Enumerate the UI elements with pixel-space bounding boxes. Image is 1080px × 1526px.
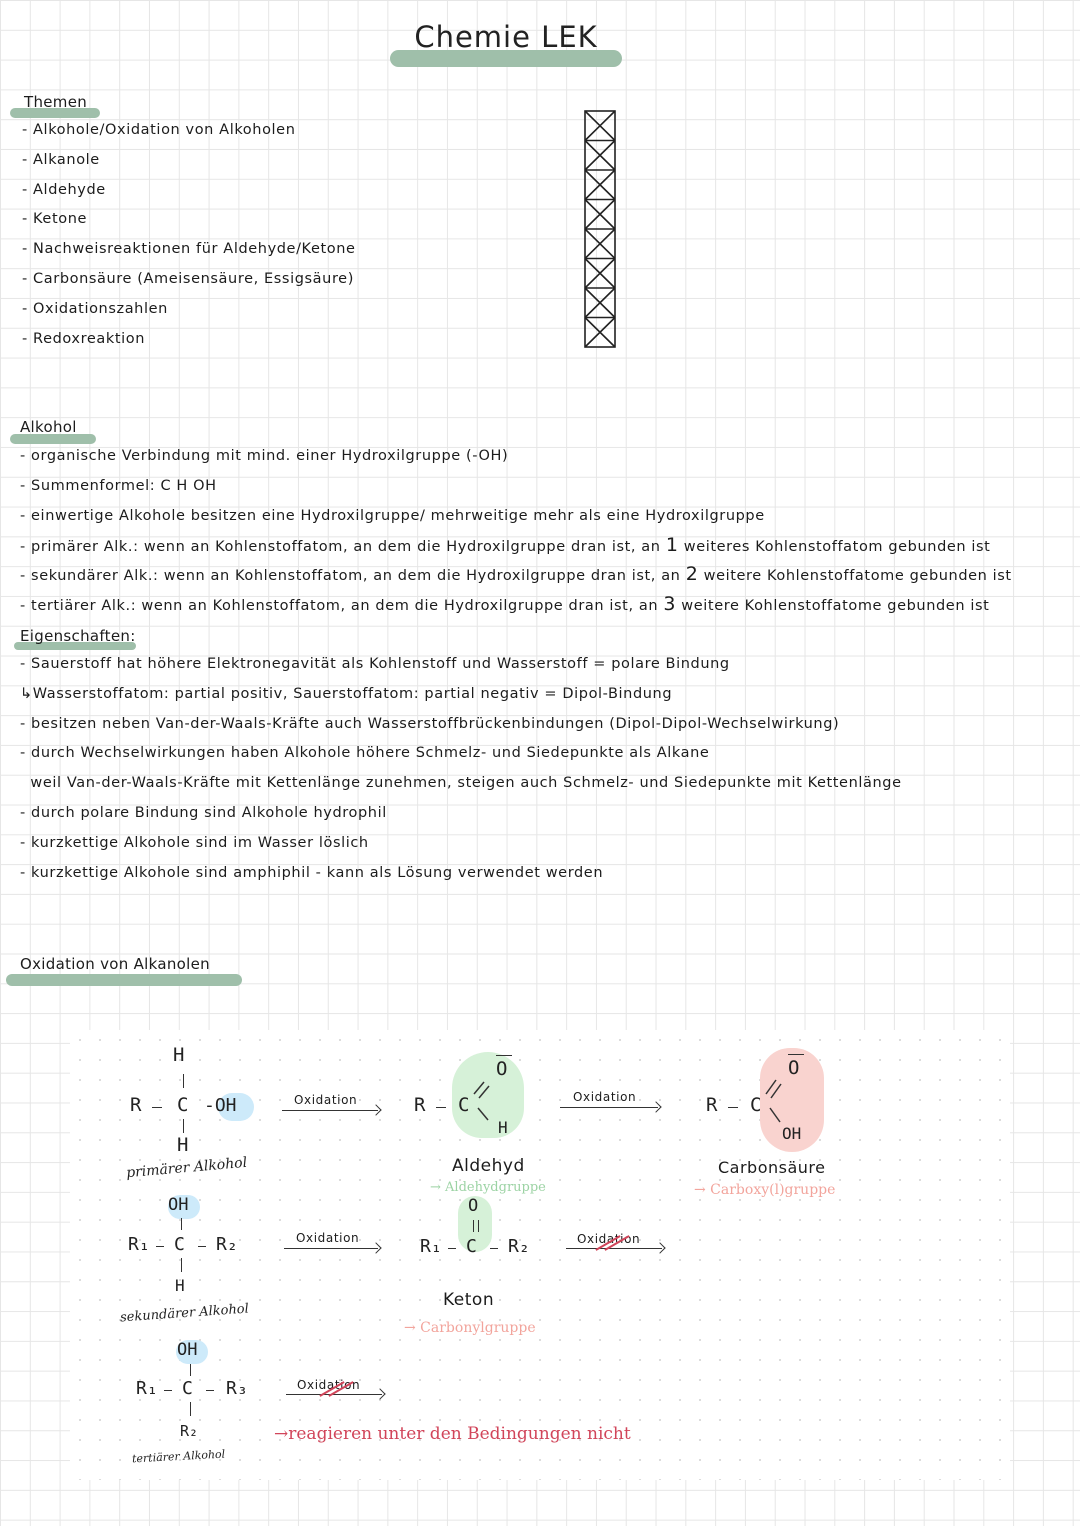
bond xyxy=(156,1246,164,1247)
keton-c: C xyxy=(466,1236,477,1257)
eigenschaften-line: - durch Wechselwirkungen haben Alkohole höhere Schmelz- und Siedepunkte als Alkane xyxy=(20,745,710,762)
crossed-boxes-icon xyxy=(584,110,616,348)
arrow-label: Oxidation xyxy=(294,1093,358,1107)
reaction-arrow xyxy=(560,1107,658,1108)
oxidation-highlight xyxy=(6,974,242,986)
eigenschaften-line: ↳Wasserstoffatom: partial positiv, Sauerstoffatom: partial negativ = Dipol-Bindung xyxy=(20,685,673,702)
carbonsaeure-o: O xyxy=(788,1057,800,1079)
bond xyxy=(473,1220,474,1232)
aldehyd-h: H xyxy=(498,1118,508,1137)
primary-r: R xyxy=(130,1094,142,1116)
alkohol-list xyxy=(20,448,1012,623)
eigenschaften-heading: Eigenschaften: xyxy=(20,627,136,645)
themen-item: - Ketone xyxy=(22,211,88,228)
arrow-label-crossed: Oxidation xyxy=(297,1378,361,1392)
bond xyxy=(181,1218,182,1230)
primaer-line xyxy=(20,534,1012,564)
keton-r2: R₂ xyxy=(508,1236,530,1257)
secondary-oh: OH xyxy=(168,1195,189,1215)
themen-item: - Redoxreaktion xyxy=(22,330,146,347)
eigenschaften-line: - kurzkettige Alkohole sind amphiphil - kann als Lösung verwendet werden xyxy=(20,864,604,881)
eigenschaften-line: - besitzen neben Van-der-Waals-Kräfte auch Wasserstoffbrückenbindungen (Dipol-Dipol-Wechselwirkung) xyxy=(20,715,840,732)
primary-c: C xyxy=(177,1094,189,1116)
themen-item: - Aldehyde xyxy=(22,181,106,198)
eigenschaften-line: - Sauerstoff hat höhere Elektronegavität als Kohlenstoff und Wasserstoff = polare Bindung xyxy=(20,656,730,672)
primaer-text-end: weiteres Kohlenstoffatom gebunden ist xyxy=(683,538,991,555)
themen-item: - Carbonsäure (Ameisensäure, Essigsäure) xyxy=(22,270,354,287)
primary-top-h: H xyxy=(173,1044,185,1066)
tertiaer-line xyxy=(20,593,1012,623)
lone-pair xyxy=(496,1055,512,1056)
lone-pair xyxy=(788,1054,804,1055)
secondary-r1: R₁ xyxy=(128,1234,150,1255)
bond xyxy=(206,1390,214,1391)
themen-list xyxy=(22,122,356,360)
alkohol-line: - Summenformel: C H OH xyxy=(20,477,217,494)
sekundaer-line xyxy=(20,563,1012,593)
primary-oh: -OH xyxy=(204,1095,237,1116)
secondary-r2: R₂ xyxy=(216,1234,238,1255)
aldehyd-r: R xyxy=(414,1094,426,1116)
aldehyd-group-label: → Aldehydgruppe xyxy=(430,1180,546,1195)
aldehyd-o: O xyxy=(496,1058,508,1080)
sekundaer-text: - sekundärer Alk.: wenn an Kohlenstoffatom, an dem die Hydroxilgruppe dran ist, an xyxy=(20,568,681,585)
alkohol-line: - organische Verbindung mit mind. einer Hydroxilgruppe (-OH) xyxy=(20,448,509,464)
aldehyd-label: Aldehyd xyxy=(452,1156,525,1176)
reaction-arrow-blocked xyxy=(566,1248,662,1249)
bond xyxy=(183,1119,184,1133)
bond xyxy=(152,1107,162,1108)
primary-label: primärer Alkohol xyxy=(125,1154,248,1182)
carbonsaeure-r: R xyxy=(706,1094,718,1116)
bond xyxy=(198,1246,206,1247)
reaction-arrow xyxy=(282,1110,378,1111)
tertiary-r3: R₃ xyxy=(226,1378,248,1399)
sekundaer-text-end: weitere Kohlenstoffatome gebunden ist xyxy=(703,568,1012,585)
arrow-label-crossed: Oxidation xyxy=(577,1232,641,1246)
tertiaer-num: 3 xyxy=(663,593,677,616)
tertiary-oh: OH xyxy=(177,1340,198,1360)
tertiary-r1: R₁ xyxy=(136,1378,158,1399)
bond xyxy=(190,1402,191,1416)
primary-bottom-h: H xyxy=(177,1134,189,1156)
no-reaction-note: →reagieren unter den Bedingungen nicht xyxy=(274,1424,631,1444)
bond xyxy=(728,1107,738,1108)
alkohol-line: - einwertige Alkohole besitzen eine Hydroxilgruppe/ mehrweitige mehr als eine Hydroxilgruppe xyxy=(20,507,765,524)
arrow-label: Oxidation xyxy=(573,1090,637,1104)
bond xyxy=(181,1258,182,1272)
primaer-text: - primärer Alk.: wenn an Kohlenstoffatom, an dem die Hydroxilgruppe dran ist, an xyxy=(20,538,661,555)
tertiaer-text-end: weitere Kohlenstoffatome gebunden ist xyxy=(681,598,990,615)
eigenschaften-line: - kurzkettige Alkohole sind im Wasser löslich xyxy=(20,834,369,851)
bond xyxy=(190,1364,191,1376)
tertiary-label: tertiärer Alkohol xyxy=(131,1447,226,1466)
reaction-arrow xyxy=(284,1248,378,1249)
oxidation-heading: Oxidation von Alkanolen xyxy=(20,955,210,973)
secondary-c: C xyxy=(174,1234,185,1255)
bond xyxy=(490,1248,498,1249)
bond xyxy=(164,1390,172,1391)
keton-label: Keton xyxy=(443,1290,495,1310)
eigenschaften-list xyxy=(20,656,902,894)
tertiary-r2: R₂ xyxy=(180,1422,199,1440)
bond xyxy=(448,1248,456,1249)
primaer-num: 1 xyxy=(665,533,679,556)
themen-item: - Alkohole/Oxidation von Alkoholen xyxy=(22,122,296,138)
bond xyxy=(183,1074,184,1088)
aldehyd-c: C xyxy=(458,1094,470,1116)
themen-item: - Nachweisreaktionen für Aldehyde/Ketone xyxy=(22,241,356,258)
carbonsaeure-c: C xyxy=(750,1094,762,1116)
secondary-bottom-h: H xyxy=(175,1276,185,1295)
themen-heading: Themen xyxy=(24,93,88,111)
bond xyxy=(478,1220,479,1232)
eigenschaften-line: - durch polare Bindung sind Alkohole hydrophil xyxy=(20,804,387,821)
carboxy-group-label: → Carboxy(l)gruppe xyxy=(694,1182,836,1198)
page-title: Chemie LEK xyxy=(414,20,598,54)
sekundaer-num: 2 xyxy=(685,563,699,586)
carbonyl-group-label: → Carbonylgruppe xyxy=(404,1320,536,1336)
themen-item: - Alkanole xyxy=(22,151,100,168)
carbonsaeure-oh: OH xyxy=(782,1124,802,1143)
arrow-label: Oxidation xyxy=(296,1231,360,1245)
tertiary-c: C xyxy=(182,1378,193,1399)
keton-r1: R₁ xyxy=(420,1236,442,1257)
eigenschaften-line: weil Van-der-Waals-Kräfte mit Kettenlänge zunehmen, steigen auch Schmelz- und Siedepunkte mit Kettenlänge xyxy=(20,775,902,792)
themen-item: - Oxidationszahlen xyxy=(22,300,168,317)
alkohol-heading: Alkohol xyxy=(20,418,77,436)
tertiaer-text: - tertiärer Alk.: wenn an Kohlenstoffatom, an dem die Hydroxilgruppe dran ist, an xyxy=(20,598,659,615)
bond xyxy=(436,1107,446,1108)
carbonsaeure-label: Carbonsäure xyxy=(718,1158,826,1177)
secondary-label: sekundärer Alkohol xyxy=(119,1301,250,1326)
keton-o: O xyxy=(468,1196,479,1216)
